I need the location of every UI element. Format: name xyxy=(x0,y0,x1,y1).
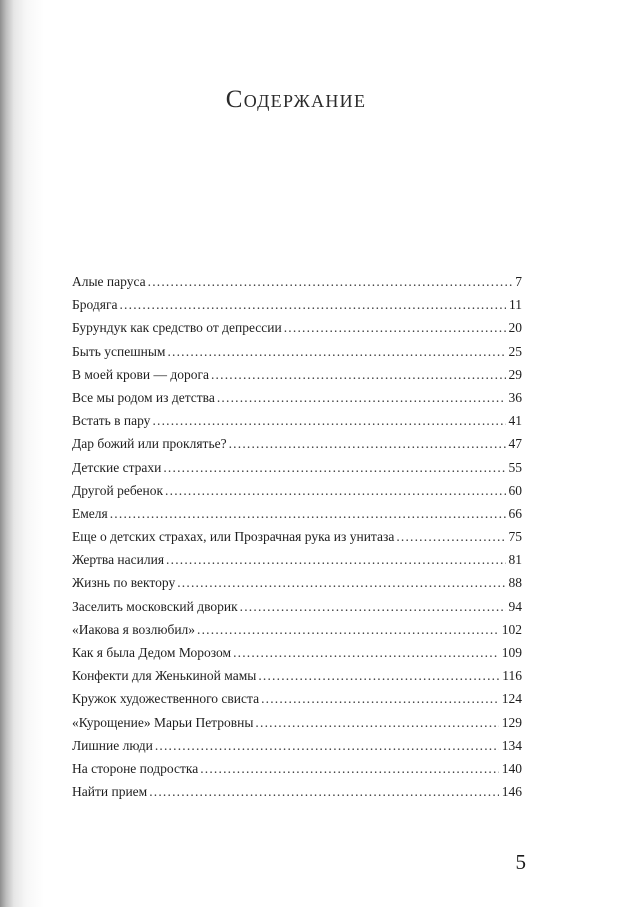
dot-leader xyxy=(240,595,506,618)
dot-leader xyxy=(229,432,506,455)
dot-leader xyxy=(197,618,499,641)
toc-entry xyxy=(72,641,522,664)
dot-leader xyxy=(217,386,506,409)
toc-entry xyxy=(72,502,522,525)
toc-entry-title: Все мы родом из детства xyxy=(72,389,215,405)
toc-entry-page: 66 xyxy=(508,505,522,521)
toc-entry-page: 94 xyxy=(508,598,522,614)
toc-entry-page: 116 xyxy=(502,668,522,684)
toc-entry-title: Еще о детских страхах, или Прозрачная рука из унитаза xyxy=(72,529,395,545)
dot-leader xyxy=(155,734,499,757)
toc-entry-page: 124 xyxy=(501,691,522,707)
dot-leader xyxy=(211,363,506,386)
toc-entry-page: 60 xyxy=(508,482,522,498)
toc-entry-title: Лишние люди xyxy=(72,737,153,753)
dot-leader xyxy=(167,340,505,363)
toc-entry-title: Алые паруса xyxy=(72,274,146,289)
toc-entry-page: 55 xyxy=(508,459,522,475)
dot-leader xyxy=(261,687,499,710)
dot-leader xyxy=(177,571,505,594)
toc-entry-title: Конфекти для Женькиной мамы xyxy=(72,668,257,684)
toc-entry-title: В моей крови — дорога xyxy=(72,366,209,382)
toc-entry-page: 134 xyxy=(501,737,522,753)
toc-entry-title: Бродяга xyxy=(72,297,118,313)
dot-leader xyxy=(166,548,505,571)
dot-leader xyxy=(110,502,506,525)
toc-entry-title: «Курощение» Марьи Петровны xyxy=(72,714,254,730)
dot-leader xyxy=(200,757,499,780)
toc-entry-title: Детские страхи xyxy=(72,459,162,475)
toc-entry-page: 47 xyxy=(508,436,522,452)
toc-entry xyxy=(72,340,522,363)
dot-leader xyxy=(149,780,499,803)
page-number: 5 xyxy=(515,850,526,874)
toc-entry-title: Бурундук как средство от депрессии xyxy=(72,320,282,336)
dot-leader xyxy=(165,479,505,502)
toc-entry-page: 109 xyxy=(501,645,522,660)
toc-entry xyxy=(72,479,522,502)
toc-entry xyxy=(72,664,522,687)
toc-entry-page: 102 xyxy=(501,621,522,637)
toc-entry-title: Заселить московский дворик xyxy=(72,598,238,614)
toc-entry xyxy=(72,780,522,803)
toc-entry xyxy=(72,595,522,618)
toc-entry-title: Дар божий или проклятье? xyxy=(72,436,227,452)
table-of-contents xyxy=(72,270,522,803)
toc-entry-title: Быть успешным xyxy=(72,343,166,359)
toc-entry-page: 36 xyxy=(508,389,522,405)
toc-entry-page: 7 xyxy=(515,274,522,289)
toc-entry-page: 81 xyxy=(508,552,522,568)
dot-leader xyxy=(163,456,505,479)
toc-entry xyxy=(72,571,522,594)
toc-entry-title: Как я была Дедом Морозом xyxy=(72,645,232,660)
toc-entry-title: На стороне подростка xyxy=(72,760,199,776)
toc-entry xyxy=(72,456,522,479)
toc-entry xyxy=(72,316,522,339)
dot-leader xyxy=(396,525,505,548)
dot-leader xyxy=(284,316,506,339)
toc-entry-page: 29 xyxy=(508,366,522,382)
dot-leader xyxy=(152,409,505,432)
page-title: Содержание xyxy=(225,86,367,113)
toc-entry-page: 75 xyxy=(508,529,522,545)
toc-entry-title: Кружок художественного свиста xyxy=(72,691,260,707)
toc-entry-page: 20 xyxy=(508,320,522,336)
toc-entry-page: 140 xyxy=(501,760,522,776)
toc-entry-title: Другой ребенок xyxy=(72,482,164,498)
toc-entry-title: Емеля xyxy=(72,505,108,521)
toc-entry xyxy=(72,293,522,316)
toc-entry-title: Жизнь по вектору xyxy=(72,575,176,591)
toc-entry-page: 25 xyxy=(508,343,522,359)
toc-entry xyxy=(72,432,522,455)
dot-leader xyxy=(148,270,513,293)
toc-entry xyxy=(72,409,522,432)
toc-entry xyxy=(72,548,522,571)
toc-entry xyxy=(72,525,522,548)
toc-entry-title: Жертва насилия xyxy=(72,552,165,568)
dot-leader xyxy=(233,641,499,664)
toc-entry-page: 41 xyxy=(508,413,522,429)
toc-entry-page: 129 xyxy=(501,714,522,730)
dot-leader xyxy=(258,664,499,687)
toc-entry xyxy=(72,386,522,409)
toc-entry xyxy=(72,270,522,293)
toc-entry-page: 11 xyxy=(509,297,522,313)
toc-entry xyxy=(72,734,522,757)
toc-entry-page: 146 xyxy=(501,784,522,800)
toc-entry-title: Встать в пару xyxy=(72,413,151,429)
toc-entry-page: 88 xyxy=(508,575,522,591)
toc-entry xyxy=(72,687,522,710)
toc-entry-title: Найти прием xyxy=(72,784,148,800)
dot-leader xyxy=(119,293,506,316)
toc-entry-title: «Иакова я возлюбил» xyxy=(72,621,196,637)
toc-entry xyxy=(72,618,522,641)
toc-entry xyxy=(72,711,522,734)
toc-entry xyxy=(72,757,522,780)
toc-entry xyxy=(72,363,522,386)
dot-leader xyxy=(255,711,498,734)
